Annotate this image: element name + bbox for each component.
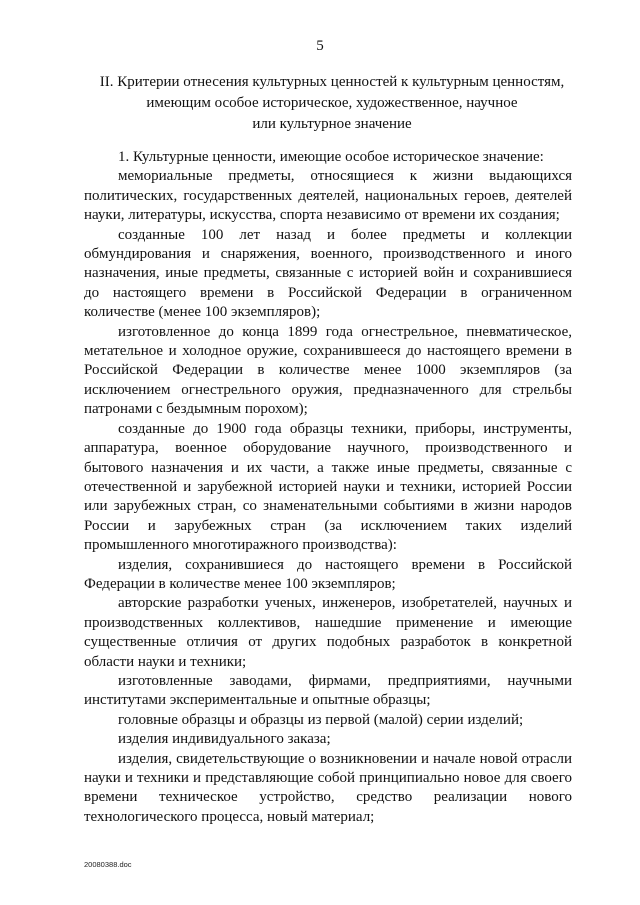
criteria-item-paragraph: изготовленное до конца 1899 года огнестрельное, пневматическое, метательное и холодное оружие, сохранившееся до настоящего времени в Российской Федерации в количестве менее 1000 экземпляров (за исключением огнестрельного оружия, предназначенного для стрельбы патронами с бездымным порохом); <box>84 323 572 418</box>
section-heading-line: II. Критерии отнесения культурных ценностей к культурным ценностям, <box>99 74 565 90</box>
page-number: 5 <box>316 38 324 54</box>
criteria-subitem-paragraph: изготовленные заводами, фирмами, предприятиями, научными институтами экспериментальные и опытные образцы; <box>84 672 572 709</box>
section-heading-line: имеющим особое историческое, художественное, научное <box>146 95 518 111</box>
criteria-subitem-paragraph: изделия, сохранившиеся до настоящего времени в Российской Федерации в количестве менее 100 экземпляров; <box>84 556 572 592</box>
criteria-subitem-paragraph: головные образцы и образцы из первой (малой) серии изделий; <box>118 711 524 728</box>
criteria-subitem-paragraph: авторские разработки ученых, инженеров, изобретателей, научных и производственных коллективов, нашедшие применение и имеющие существенные отличия от других подобных разработок в конкретной области науки и техники; <box>84 595 572 670</box>
criteria-item-paragraph: созданные до 1900 года образцы техники, приборы, инструменты, аппаратура, военное оборудование научного, производственного и бытового назначения и их части, а также иные предметы, связанные с отечественной и зарубежной историей науки и техники, историей России или зарубежных стран, со знаменательными событиями в жизни народов России и зарубежных стран (за исключением таких изделий промышленного многотиражного производства): <box>84 420 572 554</box>
document-file-code: 20080388.doc <box>84 860 132 869</box>
section-heading-line: или культурное значение <box>252 116 412 132</box>
criteria-intro-paragraph: 1. Культурные ценности, имеющие особое историческое значение: <box>118 149 544 165</box>
section-heading <box>60 72 604 135</box>
criteria-subitem-paragraph: изделия, свидетельствующие о возникновении и начале новой отрасли науки и техники и представляющие собой принципиально новое для своего времени техническое устройство, средство реализации нового технологического процесса, новый материал; <box>84 750 572 825</box>
criteria-item-paragraph: мемориальные предметы, относящиеся к жизни выдающихся политических, государственных деятелей, национальных героев, деятелей науки, литературы, искусства, спорта независимо от времени их создания; <box>84 168 572 224</box>
document-body <box>84 148 572 827</box>
criteria-subitem-paragraph: изделия индивидуального заказа; <box>118 731 331 748</box>
criteria-item-paragraph: созданные 100 лет назад и более предметы и коллекции обмундирования и снаряжения, военного, производственного и иного назначения, иные предметы, связанные с историей войн и сохранившиеся до настоящего времени в Российской Федерации в ограниченном количестве (менее 100 экземпляров); <box>84 226 572 321</box>
